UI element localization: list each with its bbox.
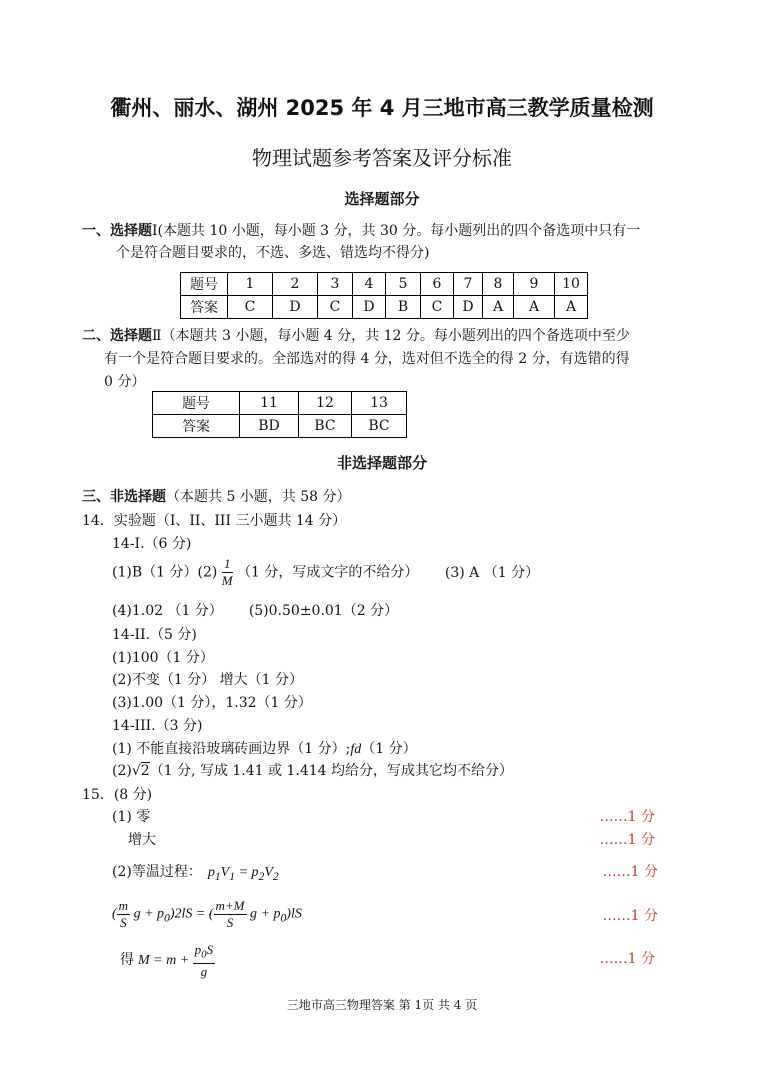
q15-l1: (1) 零 <box>112 809 151 825</box>
q1-desc-line2: 个是符合题目要求的，不选、多选、错选均不得分) <box>116 245 430 261</box>
table-cell: 4 <box>353 273 386 296</box>
sqrt-symbol: √ <box>131 763 141 779</box>
q15-title: 15．(8 分) <box>82 787 153 803</box>
table-cell: B <box>386 296 421 319</box>
table-row <box>181 273 588 296</box>
q1-label: 一、选择题 <box>82 223 152 239</box>
q2-answer-table <box>152 391 407 438</box>
table-row <box>181 296 588 319</box>
formula-balance: ( $\frac{m}{S}$ $g + p_0)2lS$ = ( $\frac{m+M}{S}$ $g + p_0)lS$ <box>112 898 302 930</box>
q1-answer-table <box>180 272 588 319</box>
q1-desc-line1: 一、选择题Ⅰ(本题共 10 小题，每小题 3 分，共 30 分。每小题列出的四个备选项中只有一 <box>82 223 641 239</box>
q14-ii-head: 14-II.（5 分) <box>112 627 197 643</box>
formula-isothermal: $p_1V_1 = p_2V_2$ <box>207 865 279 883</box>
table-cell: 1 <box>228 273 273 296</box>
section-heading-nonchoice: 非选择题部分 <box>336 454 427 472</box>
page-subtitle: 物理试题参考答案及评分标准 <box>252 146 512 170</box>
q3-header: 三、非选择题（本题共 5 小题，共 58 分） <box>82 489 351 505</box>
page-footer: 三地市高三物理答案 第 1页 共 4 页 <box>286 998 478 1012</box>
q14-iii-head: 14-III.（3 分) <box>112 718 203 734</box>
q14-iii-2: (2)√2（1 分, 写成 1.41 或 1.414 均给分，写成其它均不给分） <box>112 763 513 779</box>
table-cell: A <box>555 296 588 319</box>
table-cell: A <box>514 296 555 319</box>
table-cell: C <box>228 296 273 319</box>
q2-label: 二、选择题 <box>82 328 152 344</box>
fraction-1-over-m: $\frac{1}{M}$ <box>221 556 233 588</box>
score-mark: ……1 分 <box>602 864 658 880</box>
table-cell: C <box>421 296 454 319</box>
score-mark: ……1 分 <box>599 809 655 825</box>
table-header-cell: 答案 <box>181 296 228 319</box>
q14-i-line2: (4)1.02 （1 分） (5)0.50±0.01（2 分） <box>112 603 399 619</box>
table-cell: D <box>454 296 483 319</box>
table-cell: 7 <box>454 273 483 296</box>
q14-iii-1: (1) 不能直接沿玻璃砖画边界（1 分）;fd（1 分） <box>112 741 417 757</box>
q14-title: 14．实验题（I、II、III 三小题共 14 分） <box>82 513 347 529</box>
q14-ii-3: (3)1.00（1 分），1.32（1 分） <box>112 695 312 711</box>
table-cell: D <box>273 296 318 319</box>
table-cell: C <box>318 296 353 319</box>
score-mark: ……1 分 <box>599 832 655 848</box>
table-cell: A <box>483 296 514 319</box>
table-cell: D <box>353 296 386 319</box>
formula-result: M = m + $\frac{p_0S}{g}$ <box>138 942 214 979</box>
table-cell: 11 <box>240 392 299 415</box>
table-cell: 5 <box>386 273 421 296</box>
table-cell: 10 <box>555 273 588 296</box>
q14-ii-1: (1)100（1 分） <box>112 650 214 666</box>
score-mark: ……1 分 <box>602 908 658 924</box>
q3-label: 三、非选择题 <box>82 489 166 505</box>
page-title: 衢州、丽水、湖州 2025 年 4 月三地市高三教学质量检测 <box>110 96 654 120</box>
table-cell: BC <box>299 415 352 438</box>
q15-l5: 得 M = m + $\frac{p_0S}{g}$ <box>120 942 214 979</box>
table-cell: 12 <box>299 392 352 415</box>
q14-i-line1: (1)B（1 分）(2) $\frac{1}{M}$ （1 分，写成文字的不给分） (3) A （1 分） <box>112 556 540 588</box>
section-heading-choice: 选择题部分 <box>344 190 420 208</box>
table-cell: 3 <box>318 273 353 296</box>
table-header-cell: 题号 <box>153 392 240 415</box>
table-cell: 8 <box>483 273 514 296</box>
table-cell: 13 <box>352 392 407 415</box>
table-cell: BC <box>352 415 407 438</box>
table-header-cell: 答案 <box>153 415 240 438</box>
table-cell: 6 <box>421 273 454 296</box>
table-cell: 9 <box>514 273 555 296</box>
q2-desc-line3: 0 分） <box>104 374 146 390</box>
table-cell: 2 <box>273 273 318 296</box>
score-mark: ……1 分 <box>599 951 655 967</box>
q14-i-head: 14-I.（6 分) <box>112 536 192 552</box>
q15-l2: 增大 <box>128 832 156 848</box>
table-cell: BD <box>240 415 299 438</box>
q2-desc-line2: 有一个是符合题目要求的。全部选对的得 4 分，选对但不选全的得 2 分，有选错的得 <box>104 351 630 367</box>
table-row <box>153 415 407 438</box>
table-row <box>153 392 407 415</box>
q2-desc-line1: 二、选择题Ⅱ（本题共 3 小题，每小题 4 分，共 12 分。每小题列出的四个备选项中至少 <box>82 328 630 344</box>
q14-ii-2: (2)不变（1 分） 增大（1 分） <box>112 672 303 688</box>
table-header-cell: 题号 <box>181 273 228 296</box>
q15-l3: (2)等温过程： $p_1V_1 = p_2V_2$ <box>112 864 279 883</box>
